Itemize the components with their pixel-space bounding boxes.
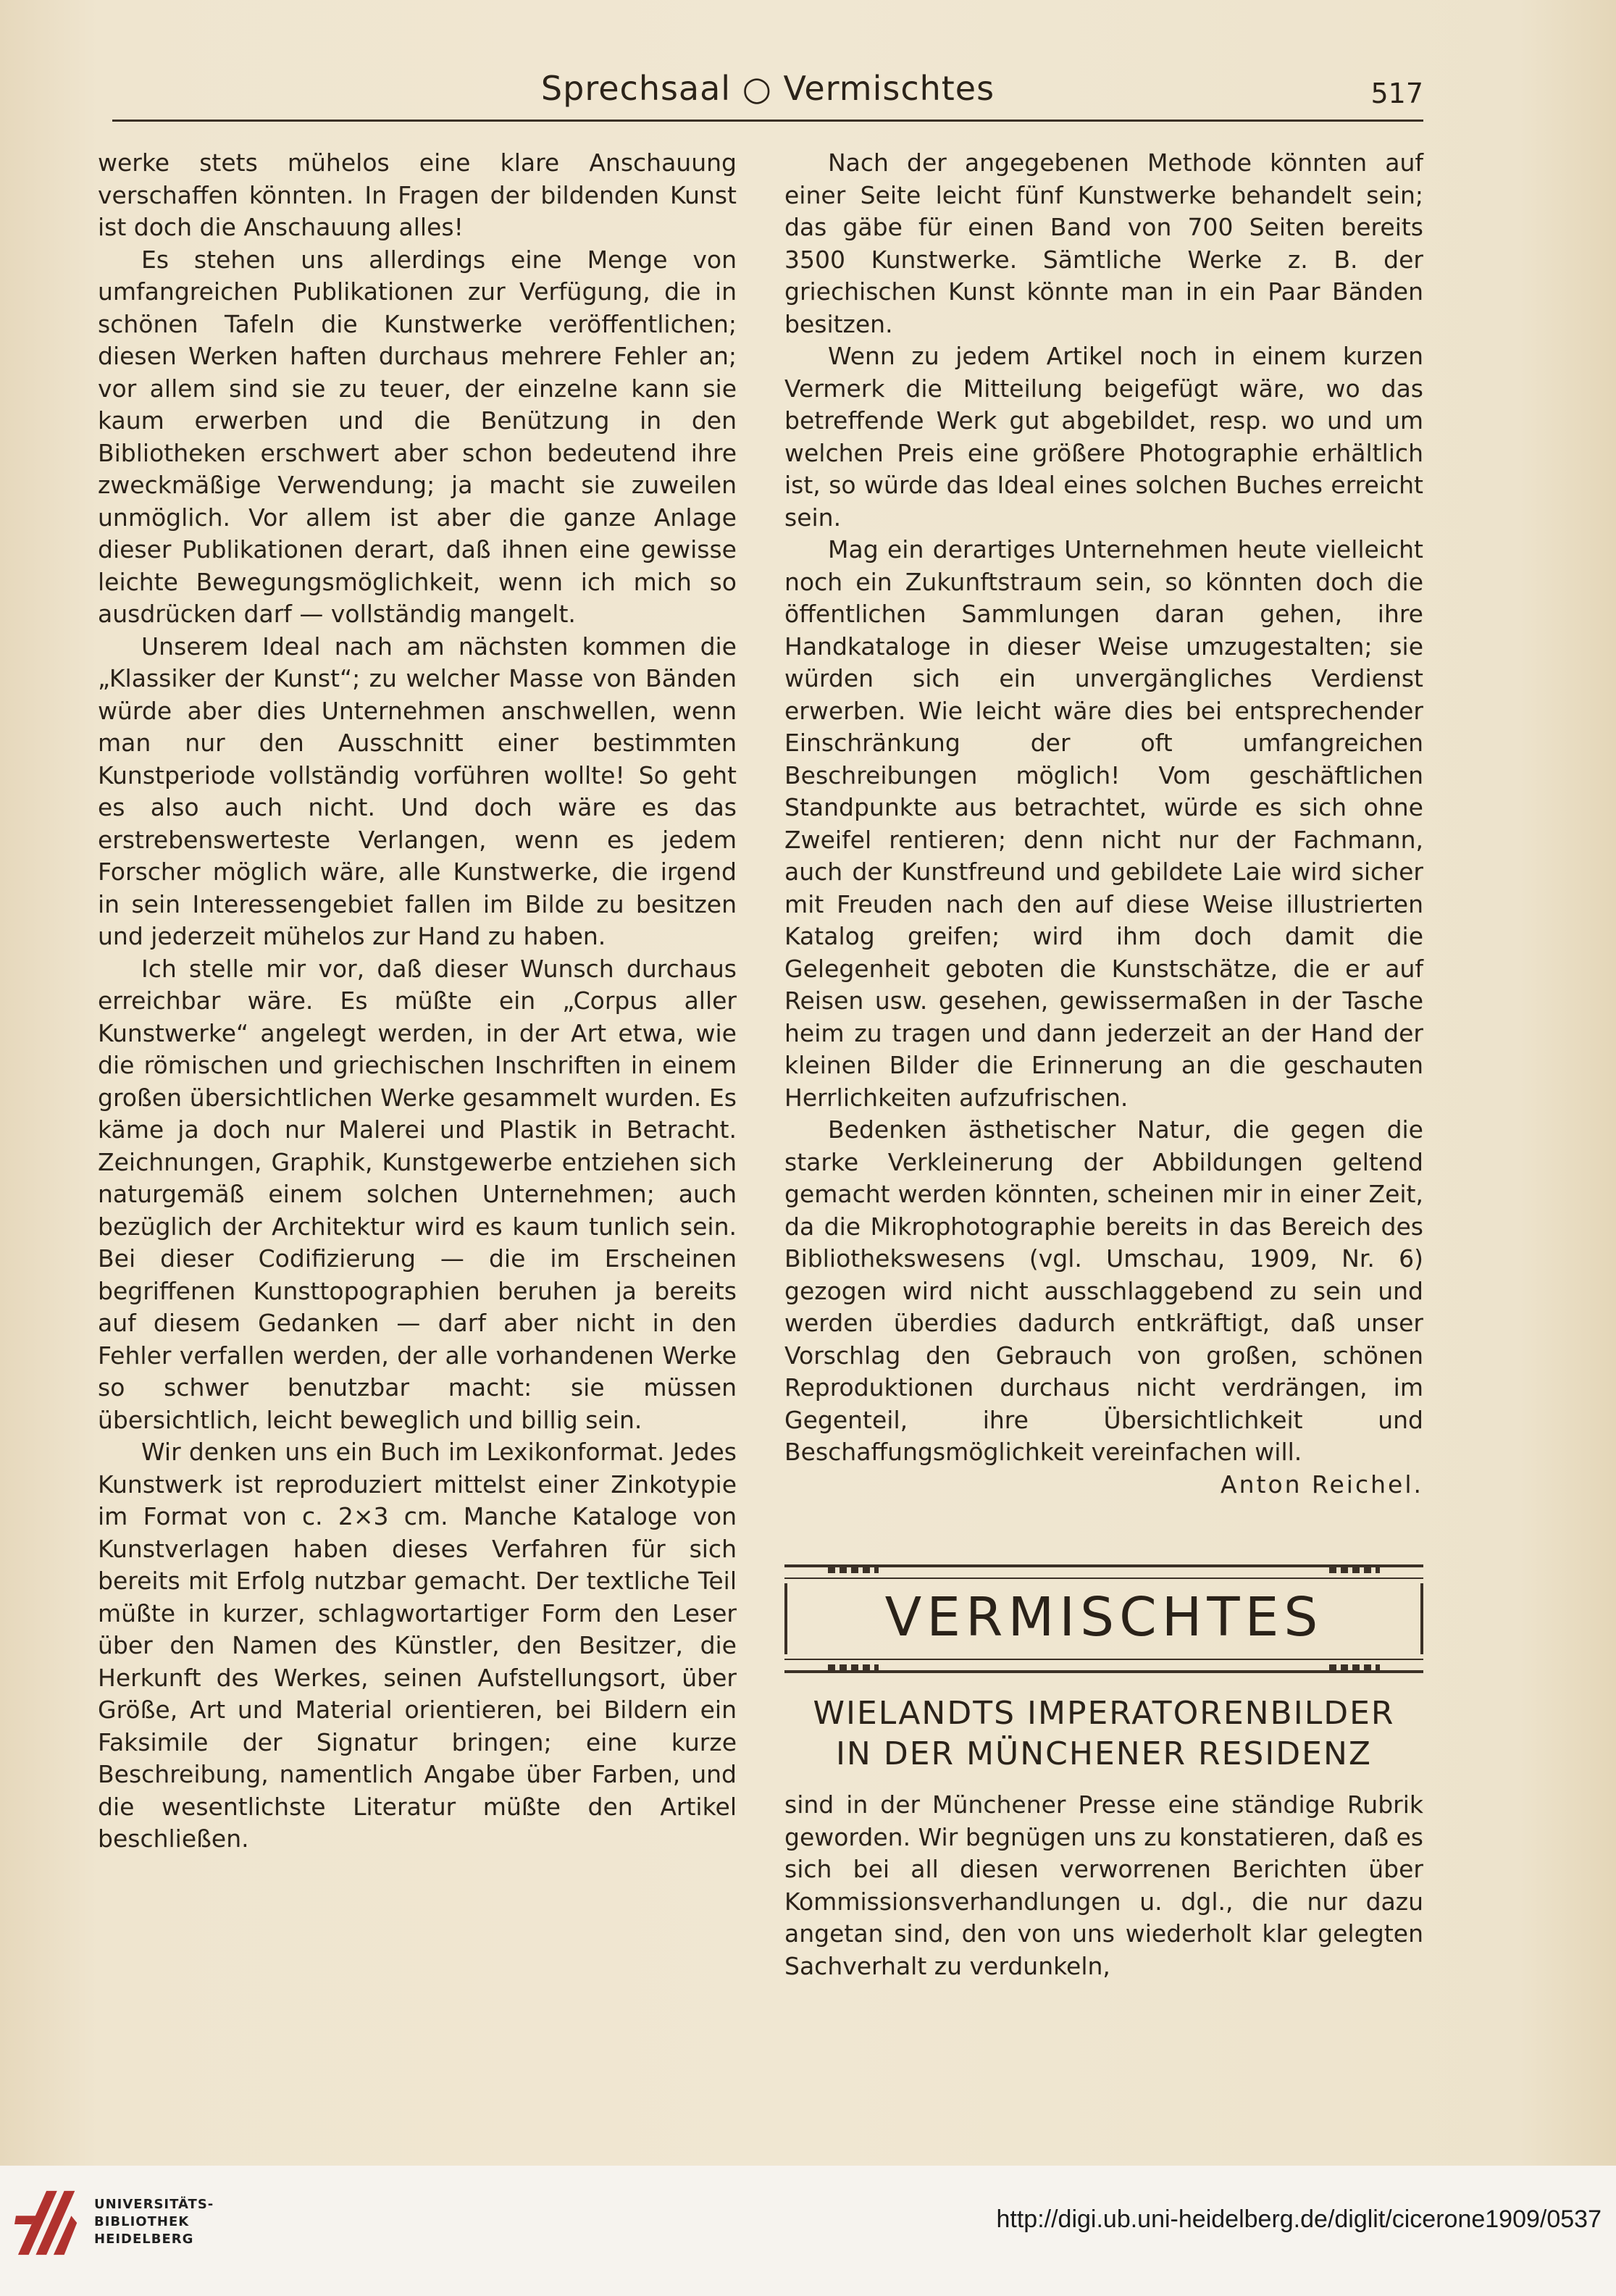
- paragraph: Bedenken ästhetischer Natur, die gegen die starke Verkleinerung der Abbildungen geltend gemacht werden könnten, scheinen mir in einer Zeit, da die Mikrophotographie bereits in das Bereich des Bibliothekswesens (vgl. Umschau, 1909, Nr. 6) gezogen wird nicht ausschlaggebend zu sein und werden überdies dadurch entkräftigt, daß unser Vorschlag den Gebrauch von großen, schönen Reproduktionen durchaus nicht verdrängen, im Gegenteil, ihre Übersichtlichkeit und Beschaffungsmöglichkeit vereinfachen will.: [784, 1115, 1423, 1466]
- library-name-line: BIBLIOTHEK: [94, 2214, 190, 2229]
- library-name-line: UNIVERSITÄTS-: [94, 2197, 214, 2212]
- paragraph: Wenn zu jedem Artikel noch in einem kurzen Vermerk die Mitteilung beigefügt wäre, wo das betreffende Werk gut abgebildet, resp. wo und um welchen Preis eine größere Photographie erhältlich ist, so würde das Ideal eines solchen Buches erreicht sein.: [784, 342, 1423, 532]
- running-header: [112, 69, 1423, 122]
- article-body: [784, 1789, 1423, 1982]
- source-url-link[interactable]: http://digi.ub.uni-heidelberg.de/diglit/cicerone1909/0537: [996, 2205, 1602, 2233]
- section-heading-box: [784, 1564, 1423, 1673]
- paragraph: Ich stelle mir vor, daß dieser Wunsch durchaus erreichbar wäre. Es müßte ein „Corpus aller Kunstwerke“ angelegt werden, in der Art etwa, wie die römischen und griechischen Inschriften in einem großen übersichtlichen Werke gesammelt wurden. Es käme ja doch nur Malerei und Plastik in Betracht. Zeichnungen, Graphik, Kunstgewerbe entziehen sich naturgemäß einem solchen Unternehmen; auch bezüglich der Architektur wird es kaum tunlich sein. Bei dieser Codifizierung — die im Erscheinen begriffenen Kunsttopographien beruhen ja bereits auf diesem Gedanken — darf aber nicht in den Fehler verfallen werden, der alle vorhandenen Werke so schwer benutzbar macht: sie müssen übersichtlich, leicht beweglich und billig sein.: [98, 954, 737, 1434]
- right-column: [784, 147, 1423, 1501]
- page-number: 517: [1370, 77, 1423, 109]
- left-column: [98, 147, 737, 1856]
- paragraph: Wir denken uns ein Buch im Lexikonformat. Jedes Kunstwerk ist reproduziert mittelst einer Zinkotypie im Format von c. 2×3 cm. Manche Kataloge von Kunstverlagen haben dieses Verfahren für sich bereits mit Erfolg nutzbar gemacht. Der textliche Teil müßte in kurzer, schlagwortartiger Form den Leser über den Namen des Künstler, den Besitzer, die Herkunft des Werkes, seinen Aufstellungsort, über Größe, Art und Material orientieren, bei Bildern ein Faksimile der Signatur bringen; eine kurze Beschreibung, namentlich Angabe über Farben, und die wesentlichste Literatur müßte den Artikel beschließen.: [98, 1438, 737, 1853]
- article-title: [784, 1693, 1423, 1775]
- library-name: [94, 2196, 214, 2248]
- paragraph: Mag ein derartiges Unternehmen heute vielleicht noch ein Zukunftstraum sein, so könnten doch die öffentlichen Sammlungen daran gehen, ihre Handkataloge in dieser Weise umzugestalten; sie würden sich ein unvergängliches Verdienst erwerben. Wie leicht wäre dies bei entsprechender Einschränkung der oft umfangreichen Beschreibungen möglich! Vom geschäftlichen Standpunkte aus betrachtet, würde es sich ohne Zweifel rentieren; denn nicht nur der Fachmann, auch der Kunstfreund und gebildete Laie wird sicher mit Freuden nach den auf diese Weise illustrierten Katalog greifen; wird ihm doch damit die Gelegenheit geboten die Kunstschätze, die er auf Reisen usw. gesehen, gewissermaßen in der Tasche heim zu tragen und dann jederzeit an der Hand der kleinen Bilder die Erinnerung an die geschauten Herrlichkeiten aufzufrischen.: [784, 535, 1423, 1112]
- author-signature: Anton Reichel.: [1221, 1470, 1423, 1499]
- library-logo-icon: [14, 2187, 85, 2258]
- article-title-line: IN DER MÜNCHENER RESIDENZ: [835, 1735, 1373, 1772]
- rule-ornament: [1329, 1566, 1380, 1573]
- rule-ornament: [828, 1566, 879, 1573]
- paragraph: Unserem Ideal nach am nächsten kommen die „Klassiker der Kunst“; zu welcher Masse von Bänden würde aber dies Unternehmen anschwellen, wenn man nur den Ausschnitt einer bestimmten Kunstperiode vollständig vorführen wollte! So geht es also auch nicht. Und doch wäre es das erstrebenswerteste Verlangen, wenn es jedem Forscher möglich wäre, alle Kunstwerke, die irgend in sein Interessengebiet fallen im Bilde zu besitzen und jederzeit mühelos zur Hand zu haben.: [98, 632, 737, 950]
- paragraph: werke stets mühelos eine klare Anschauung verschaffen könnten. In Fragen der bildenden Kunst ist doch die Anschauung alles!: [98, 148, 737, 241]
- footer-bar: [0, 2166, 1616, 2296]
- paragraph: Nach der angegebenen Methode könnten auf einer Seite leicht fünf Kunstwerke behandelt sein; das gäbe für einen Band von 700 Seiten bereits 3500 Kunstwerke. Sämtliche Werke z. B. der griechischen Kunst könnte man in ein Paar Bänden besitzen.: [784, 148, 1423, 338]
- paragraph: Es stehen uns allerdings eine Menge von umfangreichen Publikationen zur Verfügung, die in schönen Tafeln die Kunstwerke veröffentlichen; diesen Werken haften durchaus mehrere Fehler an; vor allem sind sie zu teuer, der einzelne kann sie kaum erwerben und die Benützung in den Bibliotheken erschwert aber schon bedeutend ihre zweckmäßige Verwendung; ja macht sie zuweilen unmöglich. Vor allem ist aber die ganze Anlage dieser Publikationen derart, daß ihnen eine gewisse leichte Bewegungsmöglichkeit, wenn ich mich so ausdrücken darf — vollständig mangelt.: [98, 245, 737, 628]
- ornamental-rule-bottom: [784, 1659, 1423, 1673]
- running-title: Sprechsaal ○ Vermischtes: [540, 69, 995, 108]
- ornamental-rule-top: [784, 1564, 1423, 1579]
- section-title: VERMISCHTES: [884, 1586, 1323, 1648]
- library-name-line: HEIDELBERG: [94, 2232, 194, 2247]
- article-title-line: WIELANDTS IMPERATORENBILDER: [813, 1695, 1395, 1732]
- paragraph: sind in der Münchener Presse eine ständige Rubrik geworden. Wir begnügen uns zu konstatieren, daß es sich bei all diesen verworrenen Berichten über Kommissionsverhandlungen u. dgl., die nur dazu angetan sind, den von uns wiederholt klar gelegten Sachverhalt zu verdunkeln,: [784, 1790, 1423, 1980]
